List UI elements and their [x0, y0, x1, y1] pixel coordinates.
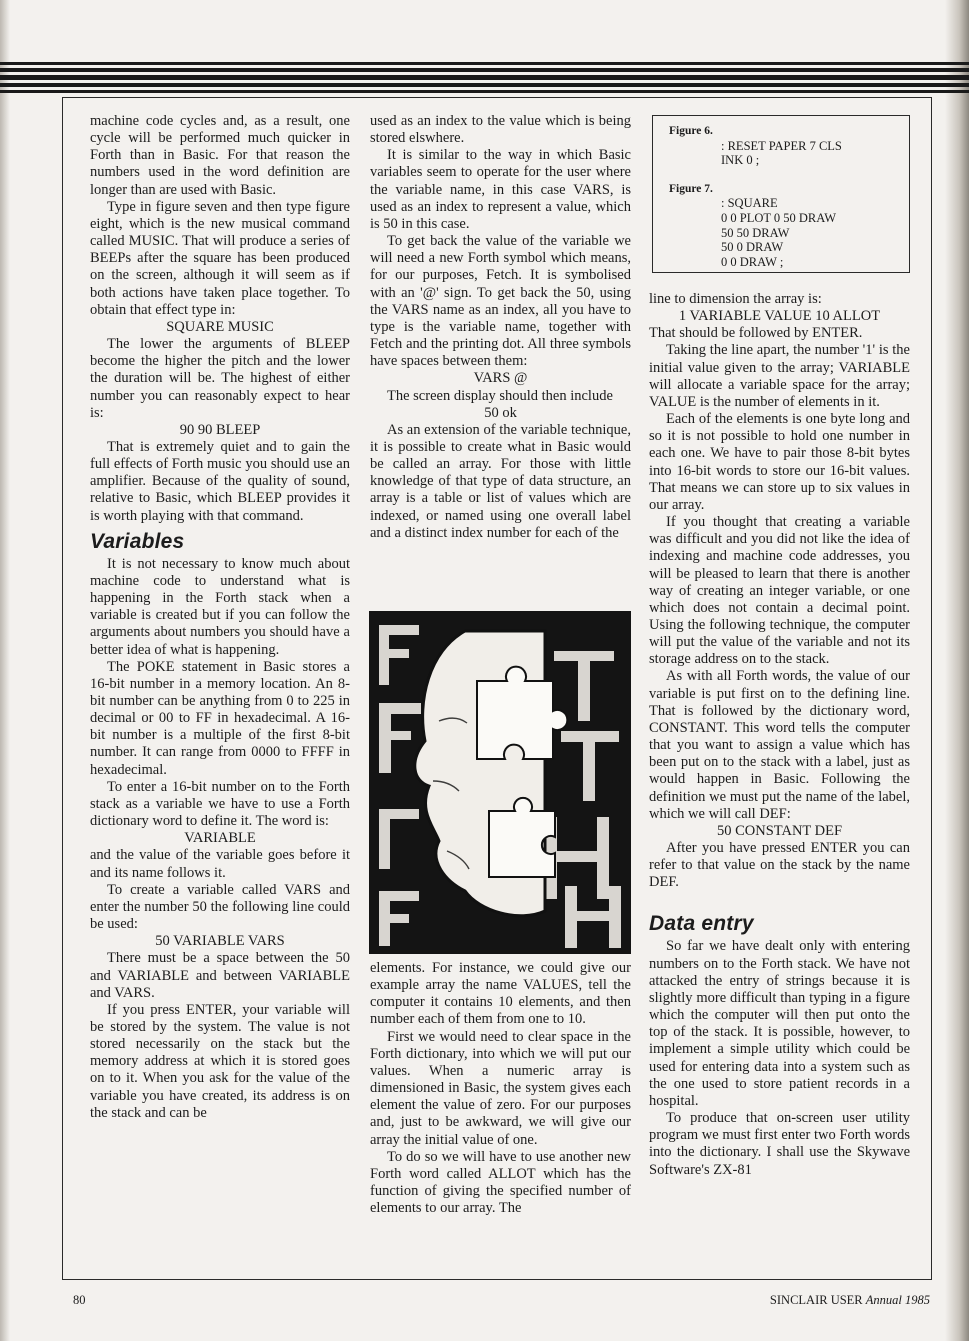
figure-7-line: : SQUARE	[721, 196, 778, 211]
column-1	[90, 113, 350, 1122]
paragraph: It is not necessary to know much about machine code to understand what is happening in the Forth stack when a variable is created but if you can follow the arguments about numbers you should have a better idea of what is happening.	[90, 555, 350, 658]
code-line: SQUARE MUSIC	[166, 318, 274, 335]
paragraph: It is similar to the way in which Basic variables seem to operate for the user where the variable name, in this case VARS, is used as an index to represent a value, which is 50 in this case.	[370, 147, 631, 232]
paragraph: That is extremely quiet and to gain the full effects of Forth music you should use an amplifier. Because of the quality of sound, relative to Basic, which BLEEP provides it is worth playing with that command.	[90, 438, 350, 524]
code-line: VARIABLE	[184, 830, 256, 847]
paragraph: elements. For instance, we could give our example array the name VALUES, tell the computer it contains 10 elements, and then number each of them from one to 10.	[370, 960, 631, 1028]
paragraph: To create a variable called VARS and enter the number 50 the following line could be used:	[90, 881, 350, 933]
art-text: FORTH	[482, 933, 518, 944]
code-line: 1 VARIABLE VALUE 10 ALLOT	[678, 308, 881, 325]
figure-7-line: 50 0 DRAW	[721, 240, 784, 255]
paragraph: To get back the value of the variable we will need a new Forth symbol which means, for our purposes, Fetch. It is symbolised with an '@' sign. To get back the 50, using the VARS name as an index, all you have to type is the variable name, together with Fetch and the printing dot. All three symbols have spaces between them:	[370, 233, 631, 370]
paragraph: The lower the arguments of BLEEP become the higher the pitch and the lower the duration will be. The highest of either number you can reasonably expect to hear is:	[90, 336, 350, 421]
paragraph: After you have pressed ENTER you can refer to that value on the stack by the name DEF.	[649, 840, 910, 891]
section-heading-variables: Variables	[90, 529, 185, 553]
figure-7-line: 50 50 DRAW	[721, 225, 790, 240]
code-line: 90 90 BLEEP	[179, 421, 261, 438]
header-rules	[0, 62, 969, 94]
paragraph: As with all Forth words, the value of our variable is put first on to the defining line. That is followed by the dictionary word, CONSTANT. This word tells the computer that you want to assign a value which has been put on to the stack with a label, just as would happen in Basic. Following the definition we must put the name of the label, which we will call DEF:	[649, 668, 910, 822]
forth-illustration	[369, 611, 631, 954]
code-line: 50 ok	[484, 404, 517, 421]
paragraph: First we would need to clear space in the Forth dictionary, into which we will put our values. When a numeric array is dimensioned in Basic, the system gives each element the value of zero. For our purposes and, just to be awkward, we will give our array the initial value of one.	[370, 1028, 631, 1148]
paragraph: To enter a 16-bit number on to the Forth stack as a variable we have to use a Forth dictionary word to define it. The word is:	[90, 778, 350, 830]
paragraph: So far we have dealt only with entering numbers on to the Forth stack. We have not attacked the entry of strings because it is slightly more difficult than typing in a figure which the computer will then put onto the top of the stack. It is possible, however, to implement a simple utility which could be used for entering data into a system such as the one used to store patient records in a hospital.	[649, 938, 910, 1109]
figure-6-line: : RESET PAPER 7 CLS	[721, 138, 842, 153]
paragraph: There must be a space between the 50 and VARIABLE and between VARIABLE and VARS.	[90, 950, 350, 1001]
code-line: 50 VARIABLE VARS	[155, 933, 285, 950]
paragraph: used as an index to the value which is being stored elswhere.	[370, 113, 631, 147]
paragraph: That should be followed by ENTER.	[649, 325, 863, 342]
paragraph: and the value of the variable goes before it and its name follows it.	[90, 847, 350, 881]
paragraph: To do so we will have to use another new Forth word called ALLOT which has the function of giving the specified number of elements to our array. The	[370, 1148, 631, 1217]
code-line: VARS @	[473, 370, 528, 387]
paragraph: Each of the elements is one byte long and so it is not possible to hold one number in each one. We have to pair those 8-bit bytes into 16-bit words to store our 16-bit values. That means we can store up to six values in our array.	[649, 411, 910, 513]
paragraph: Taking the line apart, the number '1' is the initial value given to the array; VARIABLE will allocate a variable space for the array; VALUE is the number of elements in it.	[649, 342, 910, 410]
magazine-footer	[770, 1293, 930, 1308]
paragraph: The POKE statement in Basic stores a 16-bit number in a memory location. An 8-bit number can be anything from 0 to 225 in decimal or 00 to FF in hexadecimal. A 16-bit number is a multiple of the first 8-bit number. It can range from 0000 to FFFF in hexadecimal.	[90, 658, 350, 778]
paragraph: The screen display should then include	[387, 387, 613, 404]
figure-6-label: Figure 6.	[669, 125, 713, 137]
figure-6-line: INK 0 ;	[721, 153, 760, 168]
code-line: 50 CONSTANT DEF	[716, 822, 843, 839]
paragraph: To produce that on-screen user utility program we must first enter two Forth words into the dictionary. I shall use the Skywave Software's ZX-81	[649, 1110, 910, 1178]
page-number: 80	[73, 1293, 86, 1307]
paragraph: machine code cycles and, as a result, one cycle will be performed much quicker in Forth than in Basic. For that reason the numbers used in the word definition are longer than are used with Basic.	[90, 113, 350, 198]
magazine-name: SINCLAIR USER	[769, 1293, 863, 1307]
figure-7-label: Figure 7.	[669, 182, 713, 195]
column-2	[370, 113, 631, 542]
section-heading-data-entry: Data entry	[649, 912, 754, 936]
figure-7-line: 0 0 DRAW ;	[721, 254, 784, 269]
column-2-lower	[370, 960, 631, 1217]
figure-7-line: 0 0 PLOT 0 50 DRAW	[721, 210, 837, 225]
paragraph: If you thought that creating a variable was difficult and you did not like the idea of indexing and machine code addresses, you will be pleased to learn that there is another way of creating an integer variable, or one which does not contain a decimal point. Using the following technique, the computer will put the value of the variable and not its storage address on to the stack.	[649, 514, 910, 668]
page-shadow-right	[945, 0, 969, 1341]
paragraph: As an extension of the variable technique, it is possible to create what in Basic would be called an array. For those with little knowledge of that type of data structure, an array is a table or list of values which are indexed, or named using one overall label and a distinct index number for each of the	[370, 421, 631, 541]
page-shadow-left	[0, 0, 10, 1341]
paragraph: If you press ENTER, your variable will be stored by the system. The value is not stored necessarily on the stack but the memory address at which it is stored goes on to it. When you ask for the value of the variable you have created, its address is on the stack and can be	[90, 1001, 350, 1121]
paragraph: line to dimension the array is:	[649, 291, 822, 307]
column-3	[649, 291, 910, 1179]
paragraph: Type in figure seven and then type figure eight, which is the new musical command called MUSIC. That will produce a series of BEEPs after the square has been produced on the screen, although it will seem as if both actions have taken place together. To obtain that effect type in:	[90, 198, 350, 318]
figures-box	[652, 115, 910, 273]
magazine-issue: Annual 1985	[865, 1293, 930, 1307]
